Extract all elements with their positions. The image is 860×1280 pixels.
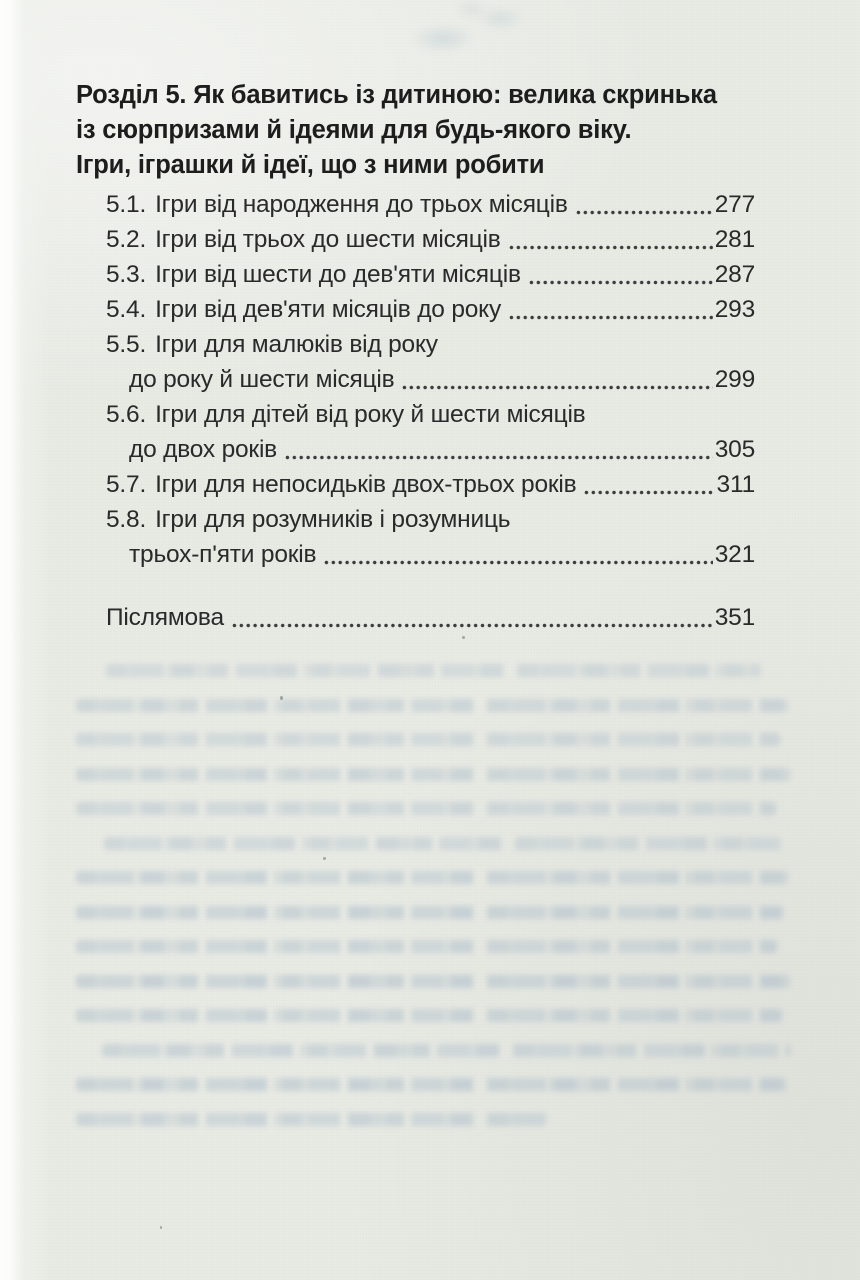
dot-leader <box>284 432 713 467</box>
toc-entry-number: 5.5. <box>106 331 147 358</box>
toc-entry-title: Ігри від народження до трьох місяців <box>155 191 568 218</box>
dot-leader <box>508 292 713 327</box>
bleedthrough-text-line <box>76 768 790 781</box>
toc-entry-page: 287 <box>714 261 755 288</box>
toc-entry-number: 5.4. <box>106 296 147 323</box>
toc-entry-number: 5.8. <box>106 506 147 533</box>
toc-list <box>76 187 755 635</box>
bleedthrough-text-line <box>76 1078 786 1091</box>
toc-entry-title-continuation: до року й шести місяців <box>129 366 395 393</box>
toc-entry-title-continuation: до двох років <box>129 436 278 463</box>
toc-entry-number: 5.1. <box>106 191 147 218</box>
dot-leader <box>583 467 714 502</box>
toc-entry-page: 281 <box>714 226 755 253</box>
dot-leader <box>575 187 713 222</box>
toc-entry-page: 311 <box>716 471 755 498</box>
toc-entry-title: Ігри від дев'яти місяців до року <box>155 296 502 323</box>
bleedthrough-text-line <box>76 871 788 884</box>
dust-speck <box>280 696 283 700</box>
toc-entry-5-8-continuation <box>76 537 755 572</box>
toc-entry-page: 321 <box>714 541 755 568</box>
toc-entry-title: Ігри для малюків від року <box>155 331 438 358</box>
dot-leader <box>231 600 713 635</box>
toc-entry-5-3 <box>76 257 755 292</box>
afterword-title: Післямова <box>106 604 224 631</box>
bleedthrough-text-line <box>76 1009 782 1022</box>
toc-entry-number: 5.6. <box>106 401 147 428</box>
toc-entry-5-5-continuation <box>76 362 755 397</box>
dot-leader <box>401 362 712 397</box>
bleedthrough-text-line <box>76 699 788 712</box>
bleedthrough-text-line <box>76 906 783 919</box>
dot-leader <box>323 537 712 572</box>
chapter-heading-line-2: із сюрпризами й ідеями для будь-якого віку. <box>76 116 632 144</box>
toc-entry-number: 5.7. <box>106 471 147 498</box>
toc-entry-page: 299 <box>714 366 755 393</box>
toc-entry-5-4 <box>76 292 755 327</box>
chapter-heading-line-1: Розділ 5. Як бавитись із дитиною: велика скринька <box>76 81 717 109</box>
dust-speck <box>160 1226 162 1229</box>
afterword-page: 351 <box>714 604 755 631</box>
dot-leader <box>508 222 713 257</box>
toc-entry-number: 5.2. <box>106 226 147 253</box>
toc-entry-5-6-continuation <box>76 432 755 467</box>
bleedthrough-text-line <box>76 940 777 953</box>
chapter-heading-line-3: Ігри, іграшки й ідеї, що з ними робити <box>76 151 545 179</box>
toc-entry-title-continuation: трьох-п'яти років <box>129 541 317 568</box>
bleedthrough-text-line <box>76 975 790 988</box>
toc-entry-title: Ігри для дітей від року й шести місяців <box>155 401 586 428</box>
toc-entry-number: 5.3. <box>106 261 147 288</box>
bleedthrough-text-line <box>104 837 784 850</box>
table-of-contents <box>76 78 755 635</box>
dust-speck <box>323 857 326 860</box>
toc-entry-5-5 <box>76 327 755 362</box>
toc-entry-title: Ігри від трьох до шести місяців <box>155 226 501 253</box>
toc-entry-5-7 <box>76 467 755 502</box>
bleedthrough-illustration <box>378 0 548 62</box>
bleedthrough-text-line <box>102 1044 790 1057</box>
page-edge-highlight <box>0 0 14 1280</box>
chapter-heading <box>76 78 755 183</box>
toc-entry-page: 293 <box>714 296 755 323</box>
dust-speck <box>462 636 465 639</box>
toc-entry-title: Ігри від шести до дев'яти місяців <box>155 261 521 288</box>
toc-entry-5-1 <box>76 187 755 222</box>
toc-entry-page: 277 <box>714 191 755 218</box>
bleedthrough-text-line <box>76 1113 546 1126</box>
toc-entry-title: Ігри для розумників і розумниць <box>155 506 511 533</box>
toc-entry-5-2 <box>76 222 755 257</box>
toc-entry-5-8 <box>76 502 755 537</box>
dot-leader <box>528 257 713 292</box>
afterword-entry <box>76 600 755 635</box>
bleedthrough-text-line <box>76 802 776 815</box>
toc-entry-title: Ігри для непосидьків двох-трьох років <box>155 471 577 498</box>
toc-entry-page: 305 <box>714 436 755 463</box>
bleedthrough-text-line <box>76 733 780 746</box>
bleedthrough-text-line <box>106 664 761 677</box>
bleedthrough-text-block <box>76 664 792 1147</box>
toc-entry-5-6 <box>76 397 755 432</box>
